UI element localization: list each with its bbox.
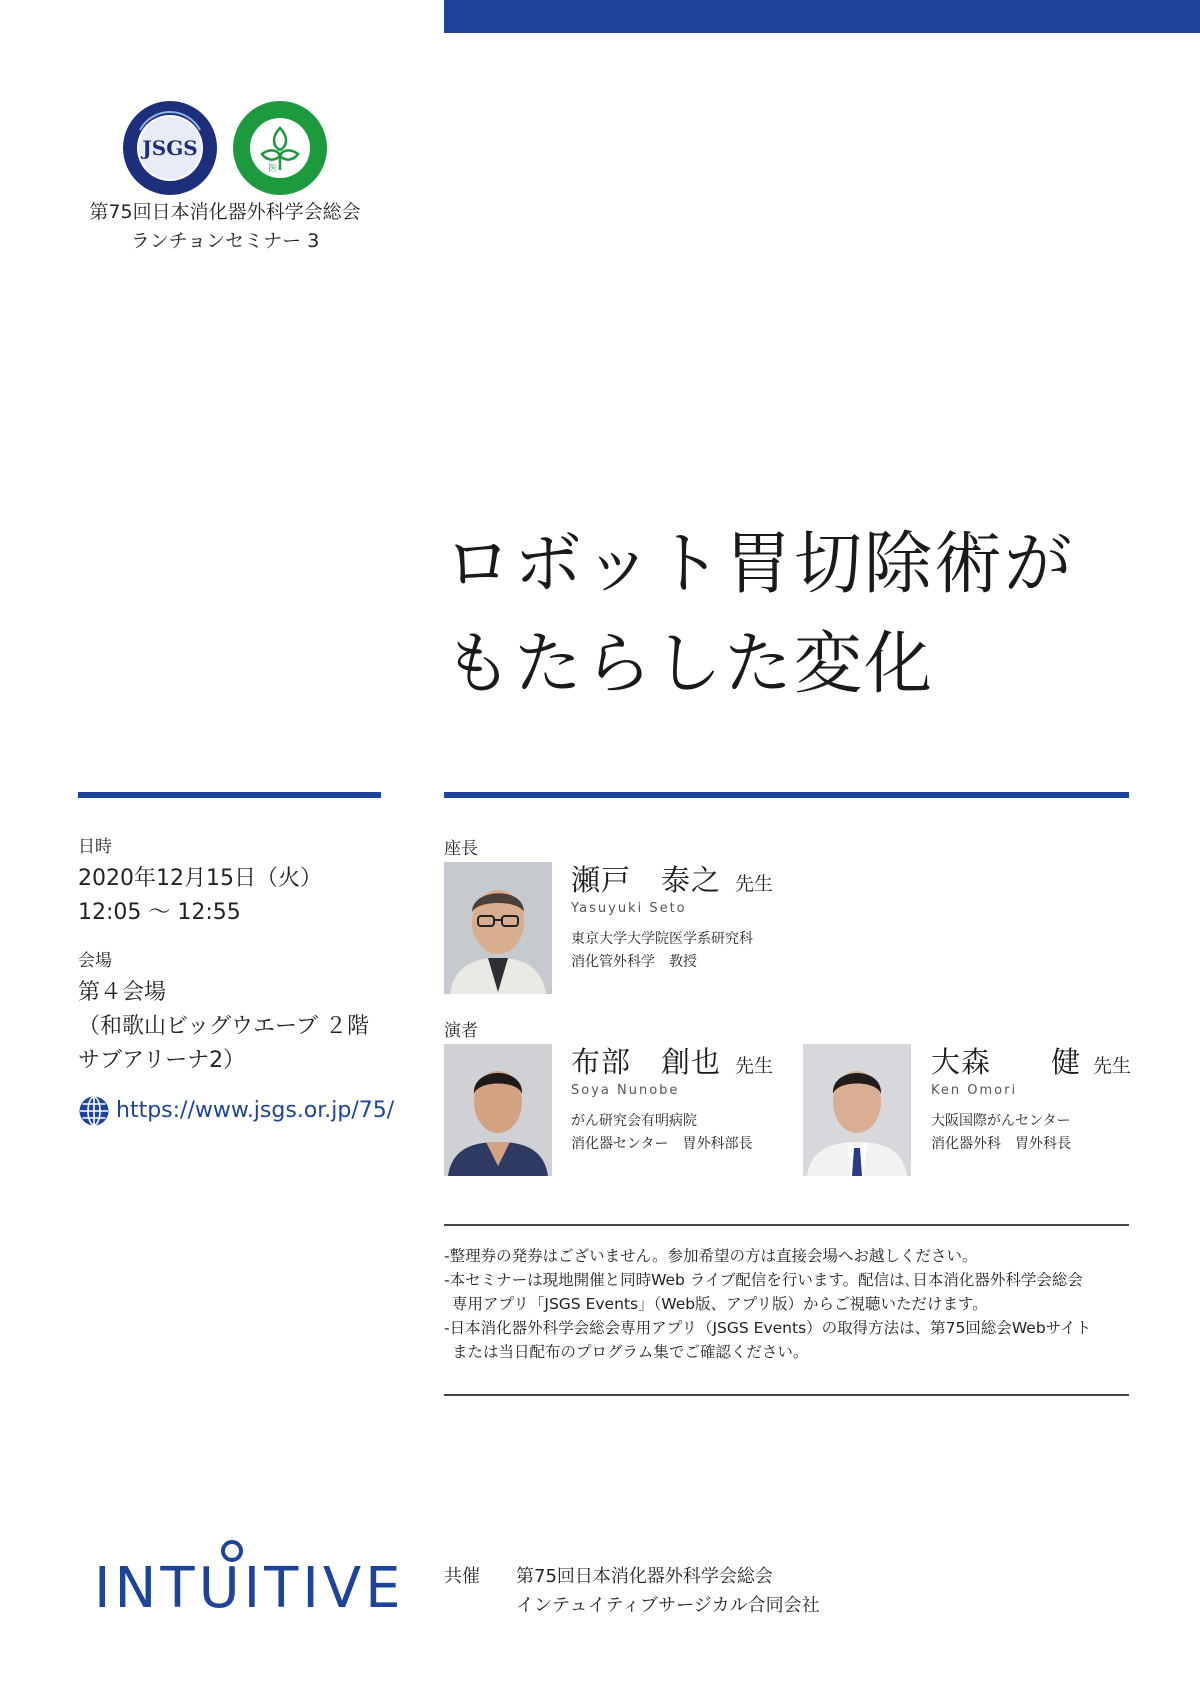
jsgs-2020-wakayama-logo xyxy=(232,100,328,196)
co-sponsors xyxy=(516,1562,976,1620)
venue-label: 会場 xyxy=(78,951,112,971)
venue-line2: （和歌山ビッグウエーブ ２階 xyxy=(78,1014,370,1039)
speaker-photo xyxy=(444,1044,552,1176)
chair-name: 瀬戸 泰之 xyxy=(571,863,722,897)
venue-line3: サブアリーナ2） xyxy=(78,1048,246,1073)
speaker-honorific: 先生 xyxy=(735,1055,774,1077)
seminar-title-line2: もたらした変化 xyxy=(444,625,935,704)
venue-line1: 第４会場 xyxy=(78,980,167,1005)
website-url[interactable]: https://www.jsgs.or.jp/75/ xyxy=(116,1098,395,1123)
note-line: 専用アプリ「JSGS Events」（Web版、アプリ版）からご視聴いただけます。 xyxy=(452,1295,988,1313)
chair-affiliation-line1: 東京大学大学院医学系研究科 xyxy=(571,931,753,947)
chair-affiliation-line2: 消化管外科学 教授 xyxy=(571,954,697,970)
event-name xyxy=(60,198,390,256)
seminar-title-line1: ロボット胃切除術が xyxy=(444,525,1075,604)
meeting-logo-mark: 医 xyxy=(268,164,278,174)
note-line: -本セミナーは現地開催と同時Web ライブ配信を行います。配信は､日本消化器外科学会総会 xyxy=(444,1271,1083,1289)
date-label: 日時 xyxy=(78,837,112,857)
co-sponsor-label: 共催 xyxy=(444,1566,480,1587)
speaker-info xyxy=(931,1040,1131,1156)
speaker-affiliation-line1: がん研究会有明病院 xyxy=(571,1113,697,1129)
left-divider-bar xyxy=(78,792,381,798)
notes-top-divider xyxy=(444,1224,1129,1226)
speaker-affiliation-line2: 消化器外科 胃外科長 xyxy=(931,1136,1071,1152)
seminar-title xyxy=(444,515,1184,715)
speaker-honorific: 先生 xyxy=(1092,1055,1131,1077)
intuitive-logo xyxy=(94,1536,405,1628)
speaker-affiliation-line2: 消化器センター 胃外科部長 xyxy=(571,1136,753,1152)
event-name-line2: ランチョンセミナー 3 xyxy=(130,230,320,252)
speaker-roman-name: Ken Omori xyxy=(931,1083,1018,1098)
chair-photo xyxy=(444,862,552,994)
jsgs-logo xyxy=(122,100,218,196)
notes-bottom-divider xyxy=(444,1394,1129,1396)
co-sponsor-line2: インテュイティブサージカル合同会社 xyxy=(516,1595,820,1616)
event-date: 2020年12月15日（火） xyxy=(78,866,322,891)
speaker-affiliation-line1: 大阪国際がんセンター xyxy=(931,1113,1071,1129)
event-name-line1: 第75回日本消化器外科学会総会 xyxy=(89,201,361,223)
website-link[interactable] xyxy=(78,1094,418,1128)
chair-honorific: 先生 xyxy=(735,873,774,895)
chair-info xyxy=(571,858,801,974)
co-sponsor-line1: 第75回日本消化器外科学会総会 xyxy=(516,1566,773,1587)
right-divider-bar xyxy=(444,792,1129,798)
speaker-roman-name: Soya Nunobe xyxy=(571,1083,680,1098)
note-line: -整理券の発券はございません。参加希望の方は直接会場へお越しください。 xyxy=(444,1247,978,1265)
note-line: -日本消化器外科学会総会専用アプリ（JSGS Events）の取得方法は、第75回総会Webサイト xyxy=(444,1319,1092,1337)
speaker-name: 布部 創也 xyxy=(571,1045,722,1079)
jsgs-logo-text: JSGS xyxy=(142,136,198,160)
globe-icon xyxy=(78,1095,110,1127)
note-line: または当日配布のプログラム集でご確認ください。 xyxy=(452,1343,809,1361)
schedule-panel xyxy=(78,832,418,1128)
event-time: 12:05 〜 12:55 xyxy=(78,900,241,925)
speaker-name: 大森 健 xyxy=(931,1045,1082,1079)
speaker-info xyxy=(571,1040,801,1156)
speakers-section-label: 演者 xyxy=(444,1021,478,1041)
notes-block xyxy=(444,1244,1129,1364)
intuitive-logo-text: INTUITIVE xyxy=(94,1556,405,1621)
chair-section-label: 座長 xyxy=(444,839,478,859)
speaker-photo xyxy=(803,1044,911,1176)
chair-roman-name: Yasuyuki Seto xyxy=(571,901,687,916)
top-accent-bar xyxy=(444,0,1200,33)
